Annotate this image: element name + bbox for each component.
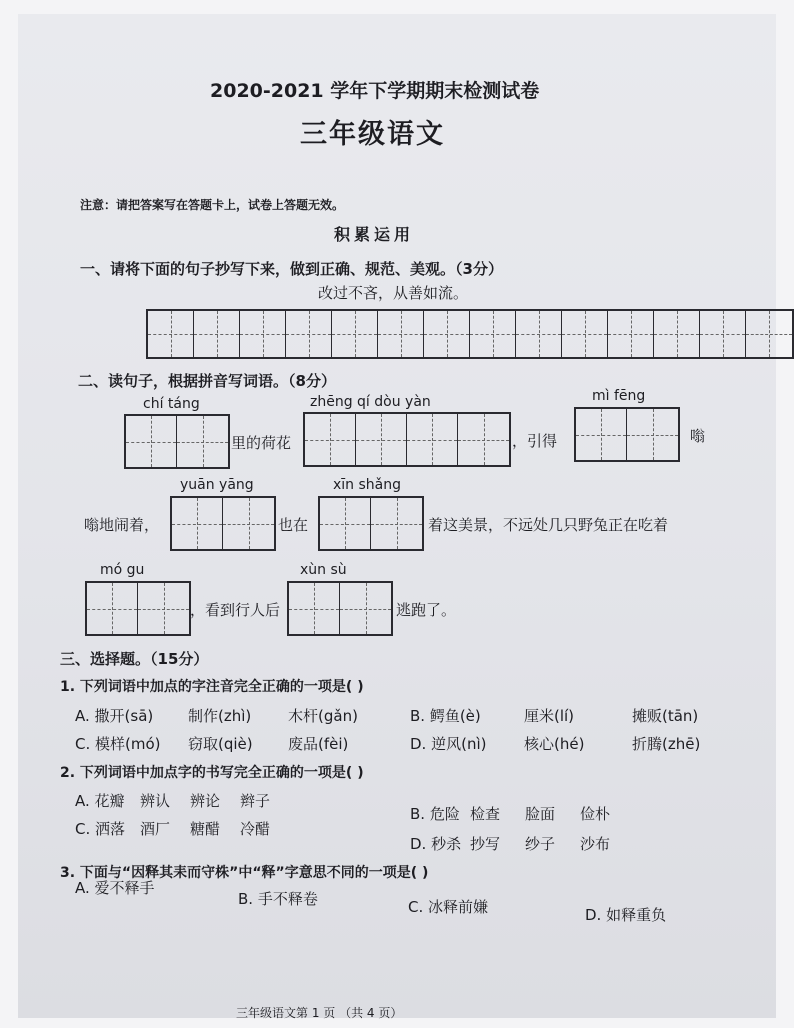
option-word[interactable]: B. 危险	[410, 805, 460, 823]
option-word[interactable]: 木杆(gǎn)	[288, 707, 358, 725]
grid-cell[interactable]	[340, 583, 391, 634]
grid-cell[interactable]	[286, 311, 332, 357]
answer-box-xunsu[interactable]	[287, 581, 393, 636]
exam-title: 2020-2021 学年下学期期末检测试卷	[210, 80, 540, 102]
grid-cell[interactable]	[562, 311, 608, 357]
sentence-text: 也在	[278, 516, 309, 534]
option-word[interactable]: 检查	[470, 805, 501, 823]
grid-cell[interactable]	[305, 414, 356, 465]
option-word[interactable]: 抄写	[470, 835, 501, 853]
answer-box-xinshang[interactable]	[318, 496, 424, 551]
q1-sentence: 改过不吝，从善如流。	[318, 284, 469, 302]
option-answer[interactable]: C. 冰释前嫌	[408, 898, 489, 916]
option-word[interactable]: 纱子	[525, 835, 556, 853]
grid-cell[interactable]	[332, 311, 378, 357]
grid-cell[interactable]	[627, 409, 678, 460]
option-word[interactable]: B. 鳄鱼(è)	[410, 707, 481, 725]
grid-cell[interactable]	[470, 311, 516, 357]
option-word[interactable]: 废品(fèi)	[288, 735, 349, 753]
subject-title: 三年级语文	[300, 119, 445, 150]
option-word[interactable]: 酒厂	[140, 820, 171, 838]
option-word[interactable]: D. 秒杀	[410, 835, 462, 853]
pinyin-label: xīn shǎng	[333, 477, 402, 493]
grid-cell[interactable]	[746, 311, 792, 357]
section-heading: 积累运用	[334, 225, 415, 244]
option-word[interactable]: 核心(hé)	[524, 735, 585, 753]
grid-cell[interactable]	[289, 583, 340, 634]
grid-cell[interactable]	[424, 311, 470, 357]
q2-title: 二、读句子，根据拼音写词语。（8分）	[78, 372, 336, 390]
q1-title: 一、请将下面的句子抄写下来，做到正确、规范、美观。（3分）	[80, 260, 503, 278]
option-word[interactable]: C. 洒落	[75, 820, 126, 838]
option-word[interactable]: 窃取(qiè)	[188, 735, 253, 753]
notice: 注意：请把答案写在答题卡上，试卷上答题无效。	[80, 198, 345, 212]
grid-cell[interactable]	[126, 416, 177, 467]
answer-box-yuanyang[interactable]	[170, 496, 276, 551]
option-answer[interactable]: B. 手不释卷	[238, 890, 318, 908]
sentence-text: ，看到行人后	[190, 601, 281, 619]
pinyin-label: mì fēng	[592, 388, 646, 404]
option-word[interactable]: A. 撒开(sā)	[75, 707, 154, 725]
option-word[interactable]: D. 逆风(nì)	[410, 735, 487, 753]
grid-cell[interactable]	[576, 409, 627, 460]
sentence-text: 嗡	[690, 427, 706, 445]
option-word[interactable]: 辨论	[190, 792, 221, 810]
pinyin-label: zhēng qí dòu yàn	[310, 394, 431, 410]
grid-cell[interactable]	[87, 583, 138, 634]
sentence-text: ，引得	[512, 432, 558, 450]
pinyin-label: xùn sù	[300, 562, 347, 578]
option-word[interactable]: 摊贩(tān)	[632, 707, 699, 725]
grid-cell[interactable]	[138, 583, 189, 634]
answer-box-zhengqidouyan[interactable]	[303, 412, 511, 467]
option-word[interactable]: 沙布	[580, 835, 611, 853]
q3-2-stem: 2. 下列词语中加点字的书写完全正确的一项是( )	[60, 765, 364, 781]
option-word[interactable]: A. 花瓣	[75, 792, 125, 810]
grid-cell[interactable]	[240, 311, 286, 357]
option-word[interactable]: 脸面	[525, 805, 556, 823]
grid-cell[interactable]	[194, 311, 240, 357]
option-word[interactable]: C. 模样(mó)	[75, 735, 161, 753]
grid-cell[interactable]	[148, 311, 194, 357]
grid-cell[interactable]	[654, 311, 700, 357]
q3-title: 三、选择题。（15分）	[60, 650, 209, 668]
grid-cell[interactable]	[407, 414, 458, 465]
grid-cell[interactable]	[177, 416, 228, 467]
pinyin-label: yuān yāng	[180, 477, 254, 493]
grid-cell[interactable]	[458, 414, 509, 465]
grid-cell[interactable]	[608, 311, 654, 357]
copy-grid[interactable]	[146, 309, 794, 359]
option-word[interactable]: 辫子	[240, 792, 271, 810]
sentence-text: 里的荷花	[231, 434, 292, 452]
pinyin-label: chí táng	[143, 396, 200, 412]
grid-cell[interactable]	[700, 311, 746, 357]
option-answer[interactable]: D. 如释重负	[585, 906, 667, 924]
grid-cell[interactable]	[320, 498, 371, 549]
grid-cell[interactable]	[223, 498, 274, 549]
option-word[interactable]: 制作(zhì)	[188, 707, 252, 725]
grid-cell[interactable]	[516, 311, 562, 357]
option-word[interactable]: 糖醋	[190, 820, 221, 838]
q3-3-stem: 3. 下面与“因释其耒而守株”中“释”字意思不同的一项是( )	[60, 865, 429, 881]
option-answer[interactable]: A. 爱不释手	[75, 879, 155, 897]
option-word[interactable]: 厘米(lí)	[524, 707, 575, 725]
answer-box-chitang[interactable]	[124, 414, 230, 469]
grid-cell[interactable]	[172, 498, 223, 549]
sentence-text: 嗡地闹着，	[84, 516, 160, 534]
pinyin-label: mó gu	[100, 562, 145, 578]
option-word[interactable]: 辨认	[140, 792, 171, 810]
page-footer: 三年级语文第 1 页 （共 4 页）	[236, 1006, 403, 1020]
option-word[interactable]: 俭朴	[580, 805, 611, 823]
option-word[interactable]: 折腾(zhē)	[632, 735, 701, 753]
q3-1-stem: 1. 下列词语中加点的字注音完全正确的一项是( )	[60, 679, 364, 695]
grid-cell[interactable]	[371, 498, 422, 549]
answer-box-mifeng[interactable]	[574, 407, 680, 462]
sentence-text: 逃跑了。	[396, 601, 457, 619]
sentence-text: 着这美景，不远处几只野兔正在吃着	[428, 516, 669, 534]
option-word[interactable]: 冷醋	[240, 820, 271, 838]
grid-cell[interactable]	[356, 414, 407, 465]
answer-box-mogu[interactable]	[85, 581, 191, 636]
grid-cell[interactable]	[378, 311, 424, 357]
